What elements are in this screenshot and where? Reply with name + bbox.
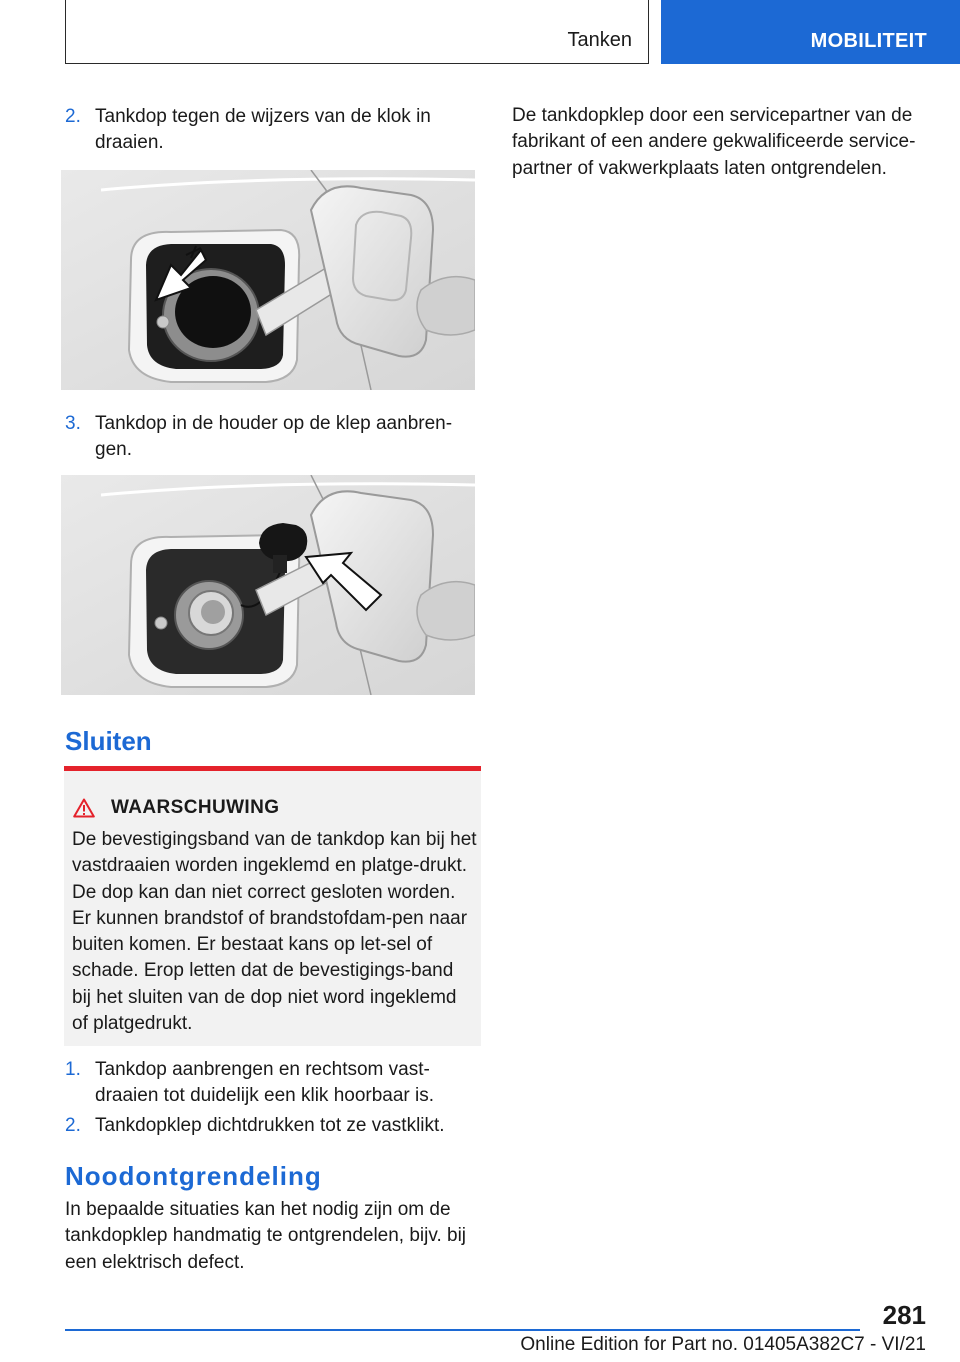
close-step-2: [65, 1113, 475, 1139]
header-chapter-title: MOBILITEIT: [810, 30, 927, 52]
header-chapter-box: [661, 0, 960, 64]
step-3: [65, 411, 475, 463]
right-paragraph: De tankdopklep door een servicepartner van de fabrikant of een andere gekwalificeerde service-partner of vakwerkplaats laten ontgrendelen.: [512, 105, 916, 179]
step-2: [65, 104, 475, 156]
page-number: 281: [882, 1300, 926, 1330]
warning-header: [73, 797, 279, 819]
warning-text: De bevestigingsband van de tankdop kan bij het vastdraaien worden ingeklemd en platge-drukt. De dop kan dan niet correct gesloten worden. Er kunnen brandstof of brandstofdam-pen naar buiten komen. Er bestaat kans op let-sel of schade. Erop letten dat de bevestigings-band bij het sluiten van de dop niet word ingeklemd of platgedrukt.: [72, 829, 477, 1035]
step-text: Tankdopklep dichtdrukken tot ze vastklikt.: [95, 1115, 445, 1136]
close-step-1: [65, 1057, 475, 1109]
step-number: 3.: [65, 413, 81, 434]
nood-paragraph: In bepaalde situaties kan het nodig zijn om de tankdopklep handmatig te ontgrendelen, bijv. bij een elektrisch defect.: [65, 1199, 467, 1273]
figure-turn-cap: [61, 170, 475, 390]
footer-divider: [65, 1329, 860, 1331]
warning-title: WAARSCHUWING: [111, 797, 280, 818]
header-section-title: Tanken: [567, 29, 632, 51]
footer-edition: Online Edition for Part no. 01405A382C7 - VI/21: [520, 1334, 926, 1355]
step-text: Tankdop tegen de wijzers van de klok in draaien.: [95, 106, 431, 153]
heading-sluiten: Sluiten: [65, 726, 152, 756]
step-number: 2.: [65, 1115, 81, 1136]
step-text: Tankdop aanbrengen en rechtsom vast-draaien tot duidelijk een klik hoorbaar is.: [95, 1059, 435, 1106]
step-text: Tankdop in de houder op de klep aanbren-gen.: [95, 413, 453, 460]
step-number: 1.: [65, 1059, 81, 1080]
heading-noodontgrendeling: Noodontgrendeling: [65, 1161, 322, 1191]
warning-box: [64, 766, 481, 1046]
figure-cap-in-holder: [61, 475, 475, 695]
warning-triangle-icon: [73, 798, 95, 818]
header-section-box: [65, 0, 649, 64]
step-number: 2.: [65, 106, 81, 127]
